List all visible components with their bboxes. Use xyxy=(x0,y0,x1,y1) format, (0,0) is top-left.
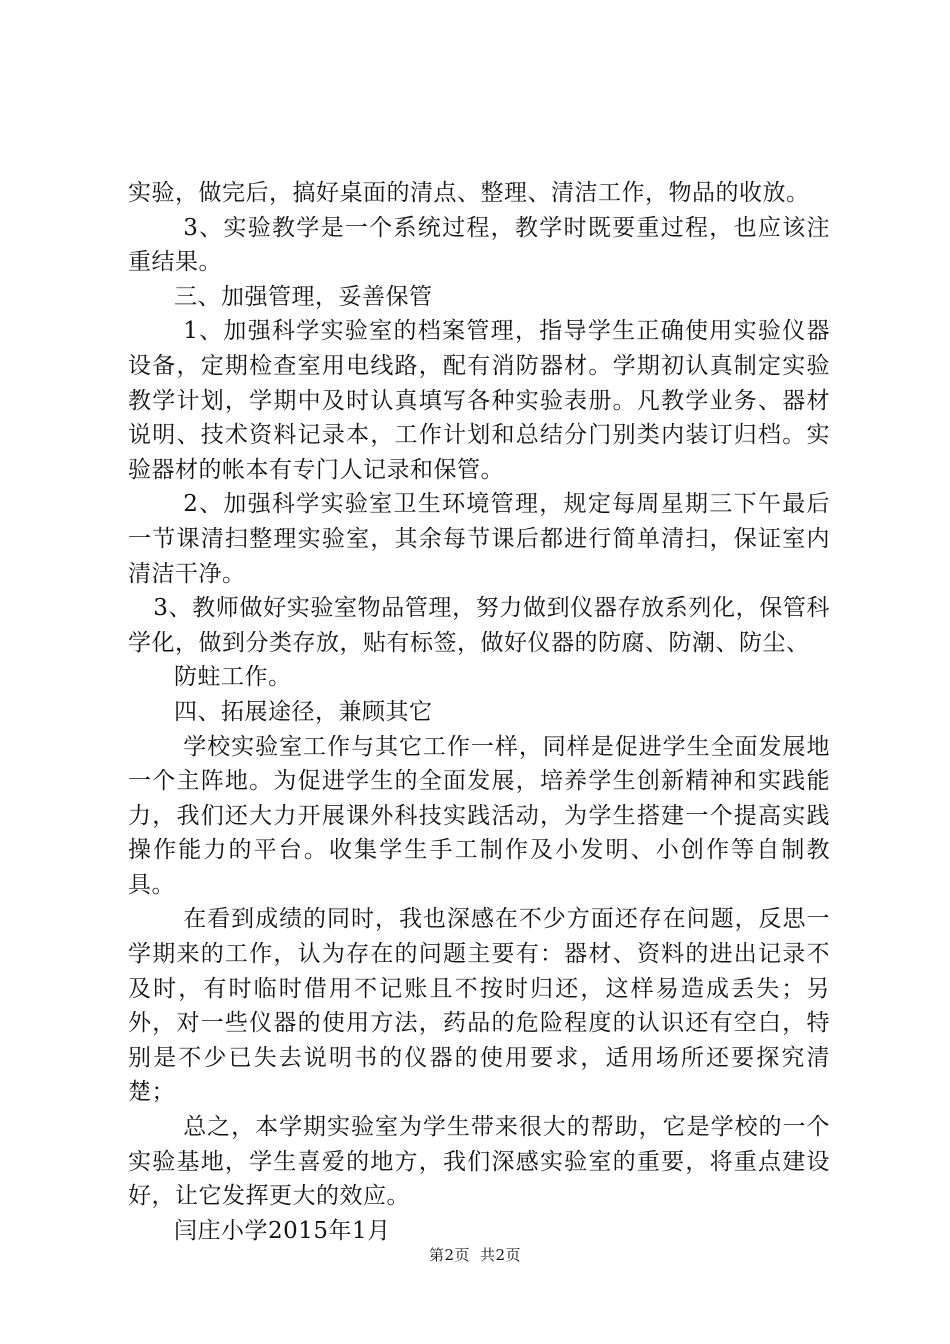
paragraph-item-1-archives: 1、加强科学实验室的档案管理，指导学生正确使用实验仪器设备，定期检查室用电线路，配有消防器材。学期初认真制定实验教学计划，学期中及时认真填写各种实验表册。凡教学业务、器材说明、技术资料记录本，工作计划和总结分门别类内装订归档。实验器材的帐本有专门人记录和保管。 xyxy=(128,318,830,483)
paragraph-storage-continuation: 防蛀工作。 xyxy=(174,664,292,691)
paragraph-item-3-storage: 3、教师做好实验室物品管理，努力做到仪器存放系列化，保管科学化，做到分类存放，贴有标签，做好仪器的防腐、防潮、防尘、 xyxy=(128,595,830,656)
paragraph-problems: 在看到成绩的同时，我也深感在不少方面还存在问题，反思一学期来的工作，认为存在的问题主要有：器材、资料的进出记录不及时，有时临时借用不记账且不按时归还，这样易造成丢失；另外，对一些仪器的使用方法，药品的危险程度的认识还有空白，特别是不少已失去说明书的仪器的使用要求，适用场所还要探究清楚； xyxy=(128,906,830,1106)
section-heading-3: 三、加强管理，妥善保管 xyxy=(174,283,433,310)
page-footer xyxy=(0,1244,950,1265)
paragraph-continuation: 实验，做完后，搞好桌面的清点、整理、清洁工作，物品的收放。 xyxy=(128,180,810,206)
paragraph-summary: 总之，本学期实验室为学生带来很大的帮助，它是学校的一个实验基地，学生喜爱的地方，我们深感实验室的重要，将重点建设好，让它发挥更大的效应。 xyxy=(128,1114,830,1210)
page-number: 第2页 xyxy=(428,1246,470,1264)
signature-line: 闫庄小学2015年1月 xyxy=(174,1217,391,1244)
paragraph-extension: 学校实验室工作与其它工作一样，同样是促进学生全面发展地一个主阵地。为促进学生的全面发展，培养学生创新精神和实践能力，我们还大力开展课外科技实践活动，为学生搭建一个提高实践操作能力的平台。收集学生手工制作及小发明、小创作等自制教具。 xyxy=(128,733,830,898)
section-heading-4: 四、拓展途径，兼顾其它 xyxy=(174,698,433,725)
paragraph-item-3-teaching: 3、实验教学是一个系统过程，教学时既要重过程，也应该注重结果。 xyxy=(128,214,830,276)
document-body xyxy=(128,176,830,1248)
paragraph-item-2-hygiene: 2、加强科学实验室卫生环境管理，规定每周星期三下午最后一节课清扫整理实验室，其余每节课后都进行简单清扫，保证室内清洁干净。 xyxy=(128,491,830,587)
page-total: 共2页 xyxy=(480,1246,522,1264)
